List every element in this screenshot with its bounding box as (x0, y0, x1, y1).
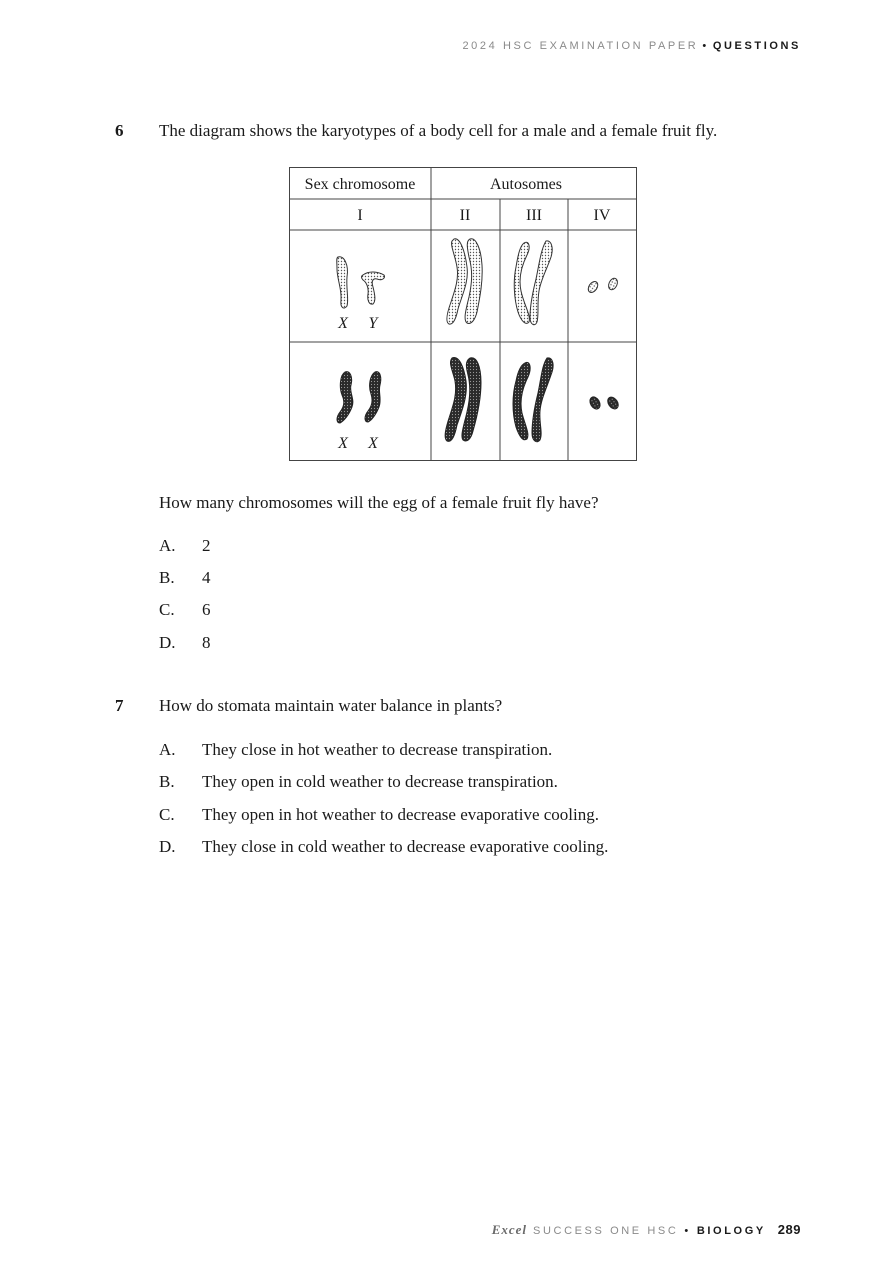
col-label-III: III (526, 207, 542, 224)
q6-option-c-letter: C. (159, 600, 175, 619)
q6-option-b-text: 4 (202, 568, 211, 587)
question-6-stem: The diagram shows the karyotypes of a body cell for a male and a female fruit fly. (159, 121, 718, 140)
col-label-IV: IV (593, 207, 611, 224)
running-header (462, 40, 801, 52)
question-6-number: 6 (115, 121, 124, 140)
q7-option-b-letter: B. (159, 772, 175, 791)
header-bullet: • (702, 40, 709, 52)
col-header-sex-chromosome: Sex chromosome (304, 176, 416, 193)
female-label-X2: X (368, 435, 378, 452)
q6-option-d-text: 8 (202, 633, 211, 652)
q7-option-b-text: They open in cold weather to decrease transpiration. (202, 772, 558, 791)
q7-option-d-letter: D. (159, 837, 176, 856)
male-label-X: X (338, 315, 348, 332)
q7-option-c-text: They open in hot weather to decrease evaporative cooling. (202, 805, 599, 824)
female-chromosome-IV (588, 395, 621, 411)
col-label-II: II (459, 207, 471, 224)
q7-option-a-text: They close in hot weather to decrease transpiration. (202, 740, 553, 759)
q6-option-c-text: 6 (202, 600, 211, 619)
footer-bullet: • (684, 1225, 691, 1237)
q7-option-a-letter: A. (159, 740, 176, 759)
q6-option-b-letter: B. (159, 568, 175, 587)
male-label-Y: Y (368, 315, 378, 332)
q6-option-d-letter: D. (159, 633, 176, 652)
female-chromosome-II (445, 358, 481, 442)
male-chromosome-III (514, 241, 552, 325)
footer-brand-logo: Excel (491, 1222, 528, 1237)
q7-option-d-text: They close in cold weather to decrease evaporative cooling. (202, 837, 609, 856)
footer-subject: BIOLOGY (696, 1225, 766, 1237)
question-6-prompt: How many chromosomes will the egg of a female fruit fly have? (159, 493, 599, 512)
footer-series: SUCCESS ONE HSC (533, 1225, 679, 1237)
question-7-number: 7 (115, 696, 124, 715)
q7-option-c-letter: C. (159, 805, 175, 824)
male-chromosome-II (447, 239, 482, 324)
q6-option-a-letter: A. (159, 536, 176, 555)
female-sex-chromosomes (337, 372, 381, 423)
col-label-I: I (357, 207, 363, 224)
question-7-stem: How do stomata maintain water balance in plants? (159, 696, 503, 715)
q6-option-a-text: 2 (202, 536, 211, 555)
running-footer (492, 1222, 801, 1238)
female-chromosome-III (513, 358, 553, 442)
page-number: 289 (777, 1222, 801, 1237)
male-sex-chromosomes (337, 257, 385, 308)
male-chromosome-IV (586, 277, 619, 294)
col-header-autosomes: Autosomes (490, 176, 562, 193)
female-label-X1: X (338, 435, 348, 452)
karyotype-diagram (289, 167, 638, 462)
header-section: QUESTIONS (712, 40, 801, 52)
header-paper-title: 2024 HSC EXAMINATION PAPER (462, 40, 699, 52)
